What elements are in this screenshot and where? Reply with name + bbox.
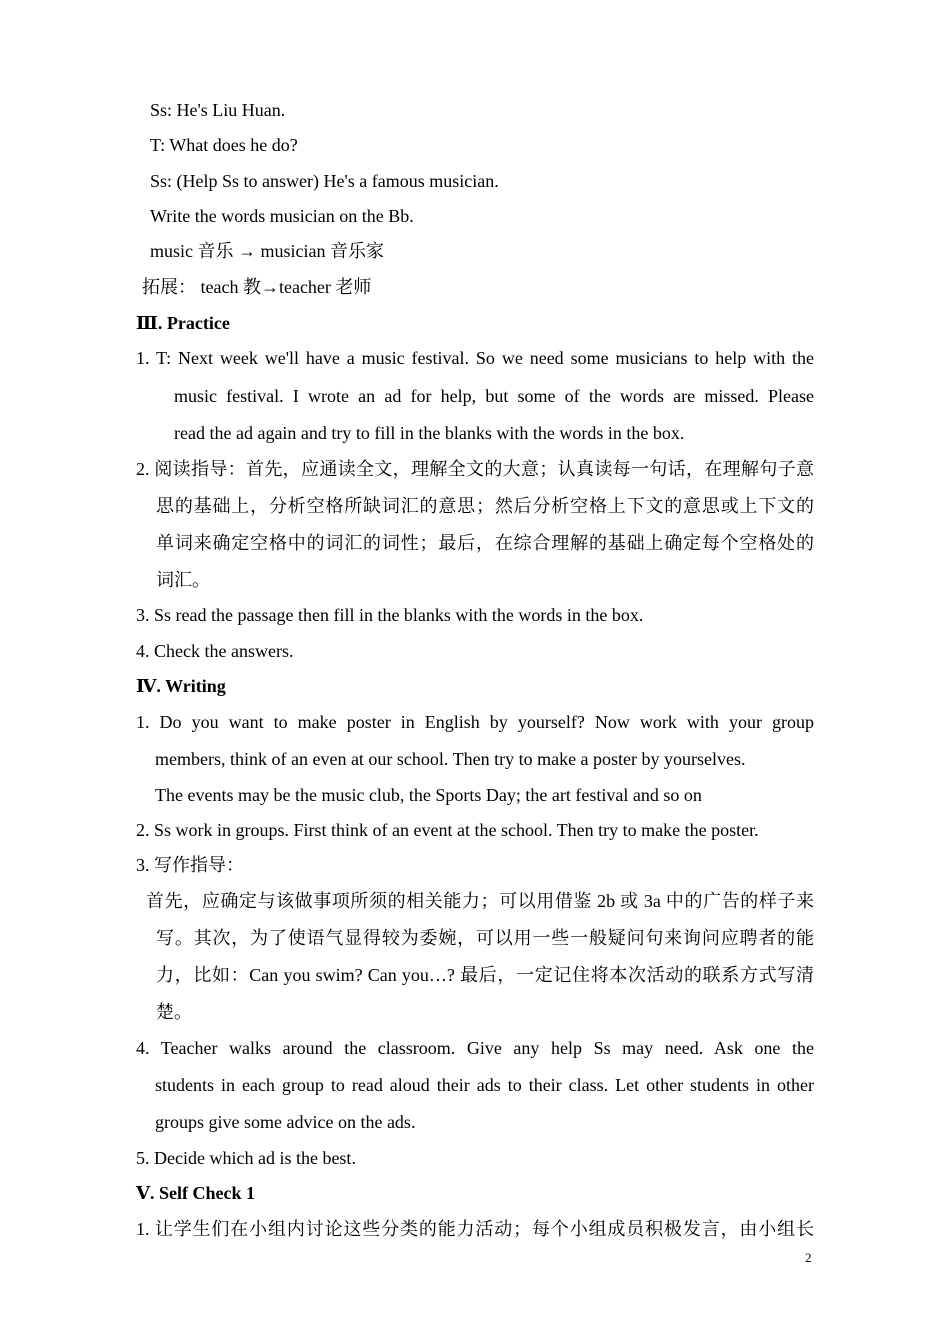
writing-item-2: 2. Ss work in groups. First think of an event at the school. Then try to make the poster. (136, 820, 759, 840)
practice-item-1: 1. T: Next week we'll have a music festival. So we need some musicians to help with the (136, 348, 814, 368)
section-heading-practice: Ⅲ. Practice (136, 313, 230, 333)
practice-item-4: 4. Check the answers. (136, 641, 294, 661)
dialogue-line: Ss: (Help Ss to answer) He's a famous musician. (150, 171, 499, 191)
page-number: 2 (805, 1250, 812, 1265)
vocab-line: music 音乐 → musician 音乐家 (150, 241, 384, 261)
writing-item-1-cont: The events may be the music club, the Sports Day; the art festival and so on (155, 785, 702, 805)
writing-guide-line: 写。其次，为了使语气显得较为委婉，可以用一些一般疑问句来询问应聘者的能 (156, 928, 814, 948)
section-heading-self-check: Ⅴ. Self Check 1 (136, 1183, 255, 1203)
writing-guide-line: 力，比如：Can you swim? Can you…? 最后，一定记住将本次活动的联系方式写清 (156, 965, 814, 985)
self-check-item-1: 1. 让学生们在小组内讨论这些分类的能力活动；每个小组成员积极发言，由小组长 (136, 1219, 814, 1239)
section-heading-writing: Ⅳ. Writing (136, 676, 226, 696)
writing-item-1: 1. Do you want to make poster in English by yourself? Now work with your group (136, 712, 814, 732)
practice-item-1-cont: music festival. I wrote an ad for help, but some of the words are missed. Please (174, 386, 814, 406)
writing-item-4-cont: students in each group to read aloud their ads to their class. Let other students in other (155, 1075, 814, 1095)
writing-item-1-cont: members, think of an even at our school. Then try to make a poster by yourselves. (155, 749, 746, 769)
writing-item-5: 5. Decide which ad is the best. (136, 1148, 356, 1168)
practice-item-2-cont: 思的基础上，分析空格所缺词汇的意思；然后分析空格上下文的意思或上下文的 (156, 496, 814, 516)
vocab-extension-line: 拓展： teach 教→teacher 老师 (142, 277, 372, 297)
writing-guide-line: 首先，应确定与该做事项所须的相关能力；可以用借鉴 2b 或 3a 中的广告的样子来 (146, 891, 814, 911)
practice-item-2: 2. 阅读指导：首先，应通读全文，理解全文的大意；认真读每一句话，在理解句子意 (136, 459, 814, 479)
writing-item-3: 3. 写作指导： (136, 855, 244, 875)
dialogue-line: T: What does he do? (150, 135, 298, 155)
practice-item-1-cont: read the ad again and try to fill in the blanks with the words in the box. (174, 423, 685, 443)
practice-item-2-cont: 单词来确定空格中的词汇的词性；最后，在综合理解的基础上确定每个空格处的 (156, 533, 814, 553)
writing-guide-line: 楚。 (156, 1002, 192, 1022)
dialogue-line: Ss: He's Liu Huan. (150, 100, 286, 120)
practice-item-2-cont: 词汇。 (156, 570, 210, 590)
practice-item-3: 3. Ss read the passage then fill in the blanks with the words in the box. (136, 605, 644, 625)
text-line: Write the words musician on the Bb. (150, 206, 414, 226)
writing-item-4-cont: groups give some advice on the ads. (155, 1112, 416, 1132)
writing-item-4: 4. Teacher walks around the classroom. Give any help Ss may need. Ask one the (136, 1038, 814, 1058)
